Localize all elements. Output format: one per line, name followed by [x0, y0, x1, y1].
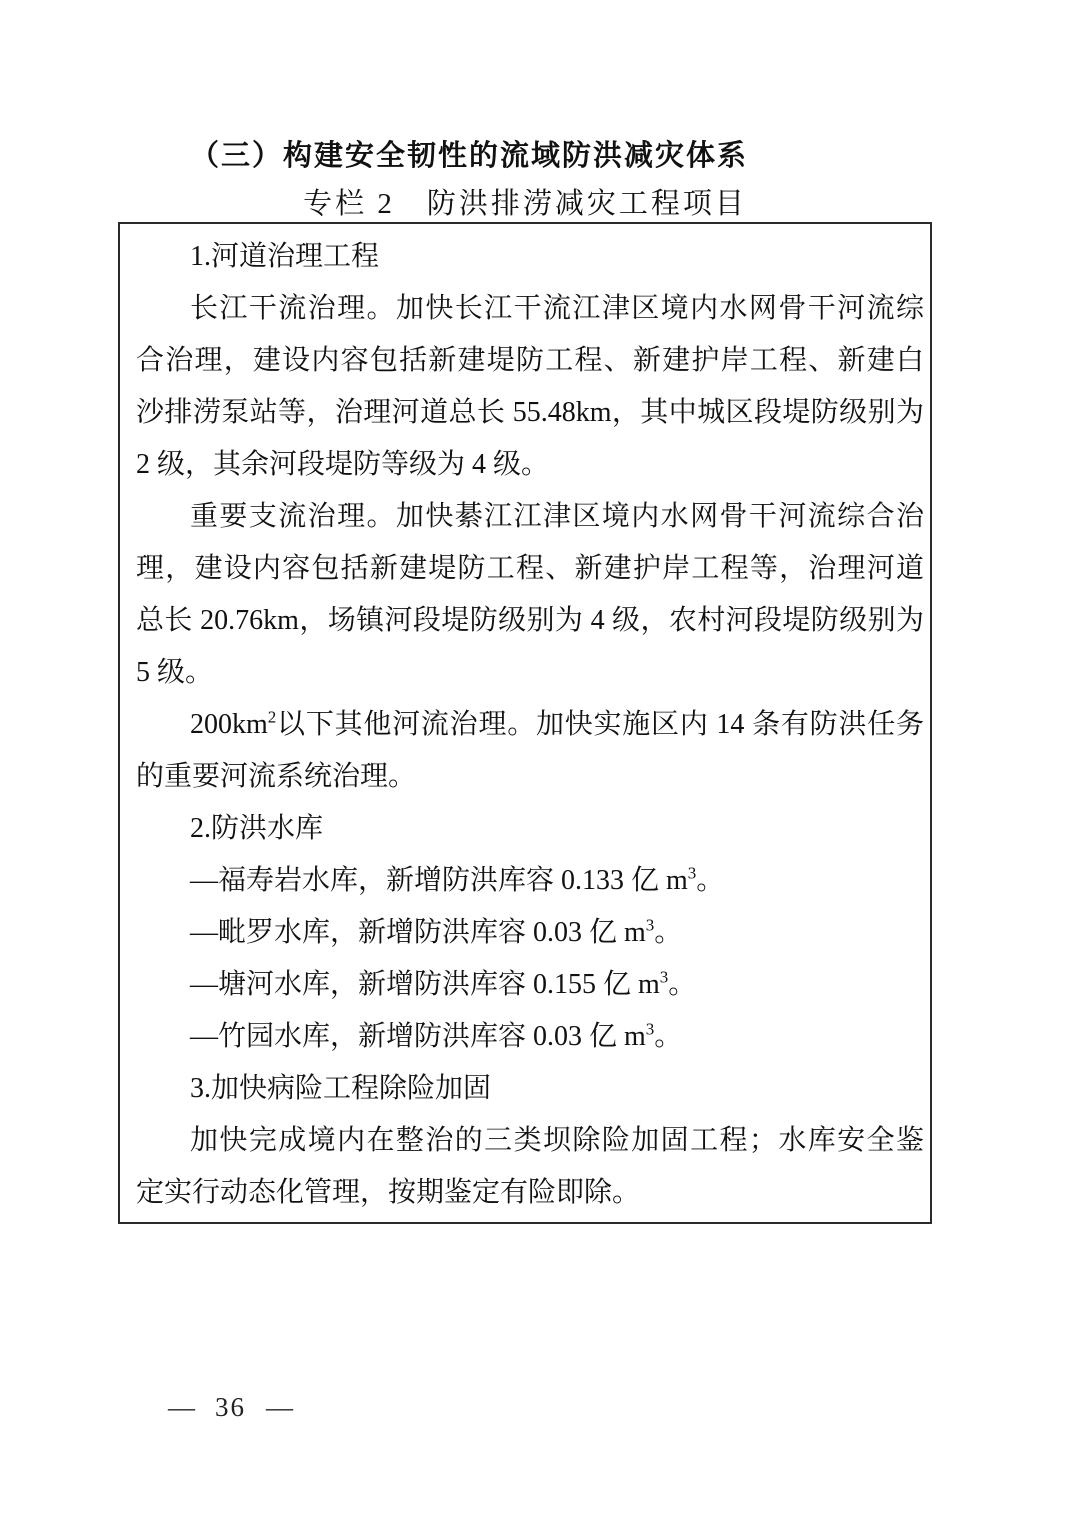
paragraph-line: 总长 20.76km，场镇河段堤防级别为 4 级，农村河段堤防级别为 — [136, 605, 924, 636]
line-text: —塘河水库，新增防洪库容 0.155 亿 m — [190, 969, 660, 1000]
page-number: 36 — [215, 1392, 246, 1422]
paragraph-line — [136, 699, 924, 751]
reservoir-line — [136, 959, 924, 1011]
superscript: 3 — [645, 915, 655, 935]
line-text: —福寿岩水库，新增防洪库容 0.133 亿 m — [190, 865, 688, 896]
paragraph-line: 2 级，其余河段堤防等级为 4 级。 — [136, 449, 550, 480]
paragraph-line: 定实行动态化管理，按期鉴定有险即除。 — [136, 1177, 641, 1208]
paragraph-line: 重要支流治理。加快綦江江津区境内水网骨干河流综合治 — [190, 501, 924, 532]
box-item-2-heading: 2.防洪水库 — [190, 813, 324, 844]
superscript: 3 — [687, 863, 697, 883]
paragraph-line: 理，建设内容包括新建堤防工程、新建护岸工程等，治理河道 — [136, 553, 924, 584]
superscript: 3 — [645, 1019, 655, 1039]
paragraph-line: 沙排涝泵站等，治理河道总长 55.48km，其中城区段堤防级别为 — [136, 397, 924, 428]
line-text: 。 — [696, 865, 725, 896]
highlight-box — [118, 222, 932, 1224]
page-footer — [168, 1392, 293, 1423]
superscript: 3 — [659, 967, 669, 987]
box-item-3-heading: 3.加快病险工程除险加固 — [190, 1073, 492, 1104]
reservoir-line — [136, 855, 924, 907]
line-text: 。 — [654, 917, 683, 948]
superscript: 2 — [267, 707, 277, 727]
footer-dash-right: — — [266, 1392, 293, 1422]
paragraph-line: 5 级。 — [136, 657, 214, 688]
reservoir-line — [136, 1011, 924, 1063]
line-text: 以下其他河流治理。加快实施区内 14 条有防洪任务 — [276, 709, 924, 740]
paragraph-line: 合治理，建设内容包括新建堤防工程、新建护岸工程、新建白 — [136, 345, 924, 376]
box-title: 专栏 2 防洪排涝减灾工程项目 — [303, 188, 747, 220]
reservoir-line — [136, 907, 924, 959]
line-text: 。 — [654, 1021, 683, 1052]
box-item-1-heading: 1.河道治理工程 — [190, 241, 380, 272]
line-text: —竹园水库，新增防洪库容 0.03 亿 m — [190, 1021, 646, 1052]
paragraph-line: 加快完成境内在整治的三类坝除险加固工程；水库安全鉴 — [190, 1125, 924, 1156]
line-text: —毗罗水库，新增防洪库容 0.03 亿 m — [190, 917, 646, 948]
line-text: 200km — [190, 709, 268, 740]
paragraph-line: 长江干流治理。加快长江干流江津区境内水网骨干河流综 — [190, 293, 924, 324]
paragraph-line: 的重要河流系统治理。 — [136, 761, 417, 792]
footer-dash-left: — — [168, 1392, 195, 1422]
line-text: 。 — [668, 969, 697, 1000]
section-heading: （三）构建安全韧性的流域防洪减灾体系 — [190, 140, 749, 172]
